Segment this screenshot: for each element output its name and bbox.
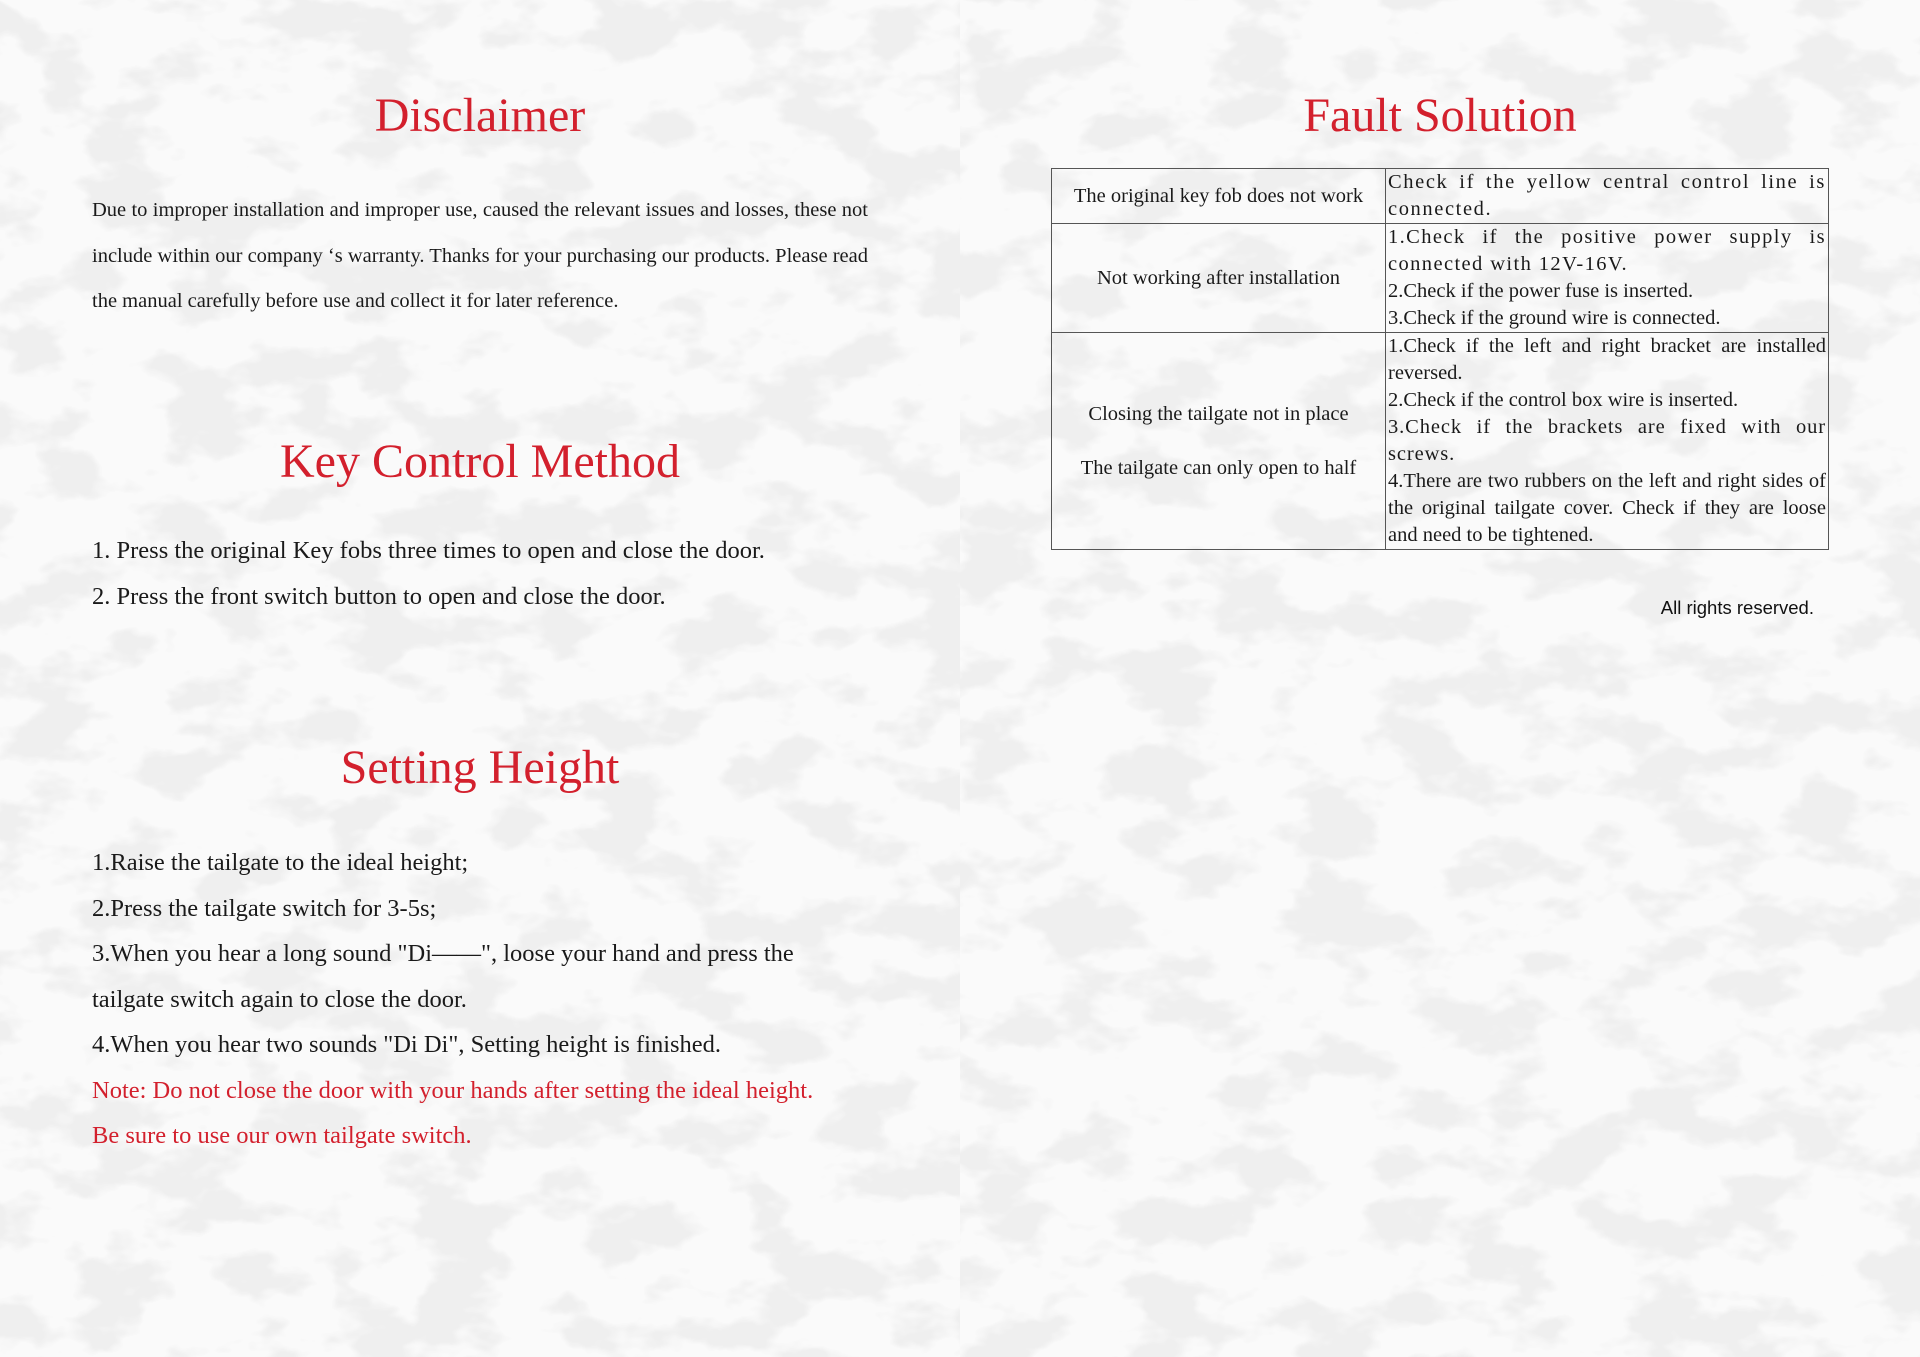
disclaimer-text: Due to improper installation and improper use, caused the relevant issues and losses, these not include within our company ‘s warranty. Thanks for your purchasing our products. Please read the manual carefully before use and collect it for later reference. <box>92 199 868 312</box>
list-item: tailgate switch again to close the door. <box>92 985 467 1013</box>
setting-height-list <box>92 840 912 1159</box>
note-text: Note: Do not close the door with your hands after setting the ideal height. <box>92 1076 814 1104</box>
table-row <box>1052 333 1829 550</box>
list-item: 4.When you hear two sounds "Di Di", Setting height is finished. <box>92 1031 722 1058</box>
table-row <box>1052 224 1829 333</box>
solution-text: 3.Check if the brackets are fixed with our screws. <box>1388 416 1826 465</box>
problem-cell <box>1052 333 1386 550</box>
solution-text: 1.Check if the left and right bracket are installed reversed. <box>1388 335 1826 384</box>
solution-text: 1.Check if the positive power supply is connected with 12V-16V. <box>1388 226 1826 275</box>
problem-cell <box>1052 169 1386 224</box>
list-item: 2. Press the front switch button to open and close the door. <box>92 582 666 610</box>
problem-text: Closing the tailgate not in place <box>1088 402 1349 425</box>
disclaimer-title: Disclaimer <box>374 89 586 142</box>
problem-cell <box>1052 224 1386 333</box>
table-row <box>1052 169 1829 224</box>
problem-text: Not working after installation <box>1096 266 1341 289</box>
solution-text: 2.Check if the control box wire is inserted. <box>1388 389 1739 411</box>
right-page <box>960 0 1920 1357</box>
note-text: Be sure to use our own tailgate switch. <box>92 1122 472 1149</box>
fault-solution-title: Fault Solution <box>1303 89 1577 142</box>
key-control-title: Key Control Method <box>280 435 680 488</box>
solution-cell <box>1386 169 1829 224</box>
list-item: 2.Press the tailgate switch for 3-5s; <box>92 894 437 922</box>
solution-text: 2.Check if the power fuse is inserted. <box>1388 280 1694 302</box>
list-item: 1. Press the original Key fobs three times to open and close the door. <box>92 537 765 564</box>
solution-cell <box>1386 333 1829 550</box>
setting-height-title: Setting Height <box>340 741 620 794</box>
copyright-text: All rights reserved. <box>1660 597 1814 618</box>
problem-text: The original key fob does not work <box>1073 184 1364 207</box>
solution-text: Check if the yellow central control line is connected. <box>1388 171 1826 220</box>
key-control-list <box>92 528 912 619</box>
solution-text: 3.Check if the ground wire is connected. <box>1388 307 1721 329</box>
list-item: 1.Raise the tailgate to the ideal height; <box>92 849 469 876</box>
solution-cell <box>1386 224 1829 333</box>
problem-text: The tailgate can only open to half <box>1080 456 1357 479</box>
solution-text: 4.There are two rubbers on the left and right sides of the original tailgate cover. Check if they are loose and need to be tightened. <box>1388 470 1826 546</box>
list-item: 3.When you hear a long sound "Di——", loose your hand and press the <box>92 940 794 967</box>
fault-table <box>1051 168 1829 550</box>
